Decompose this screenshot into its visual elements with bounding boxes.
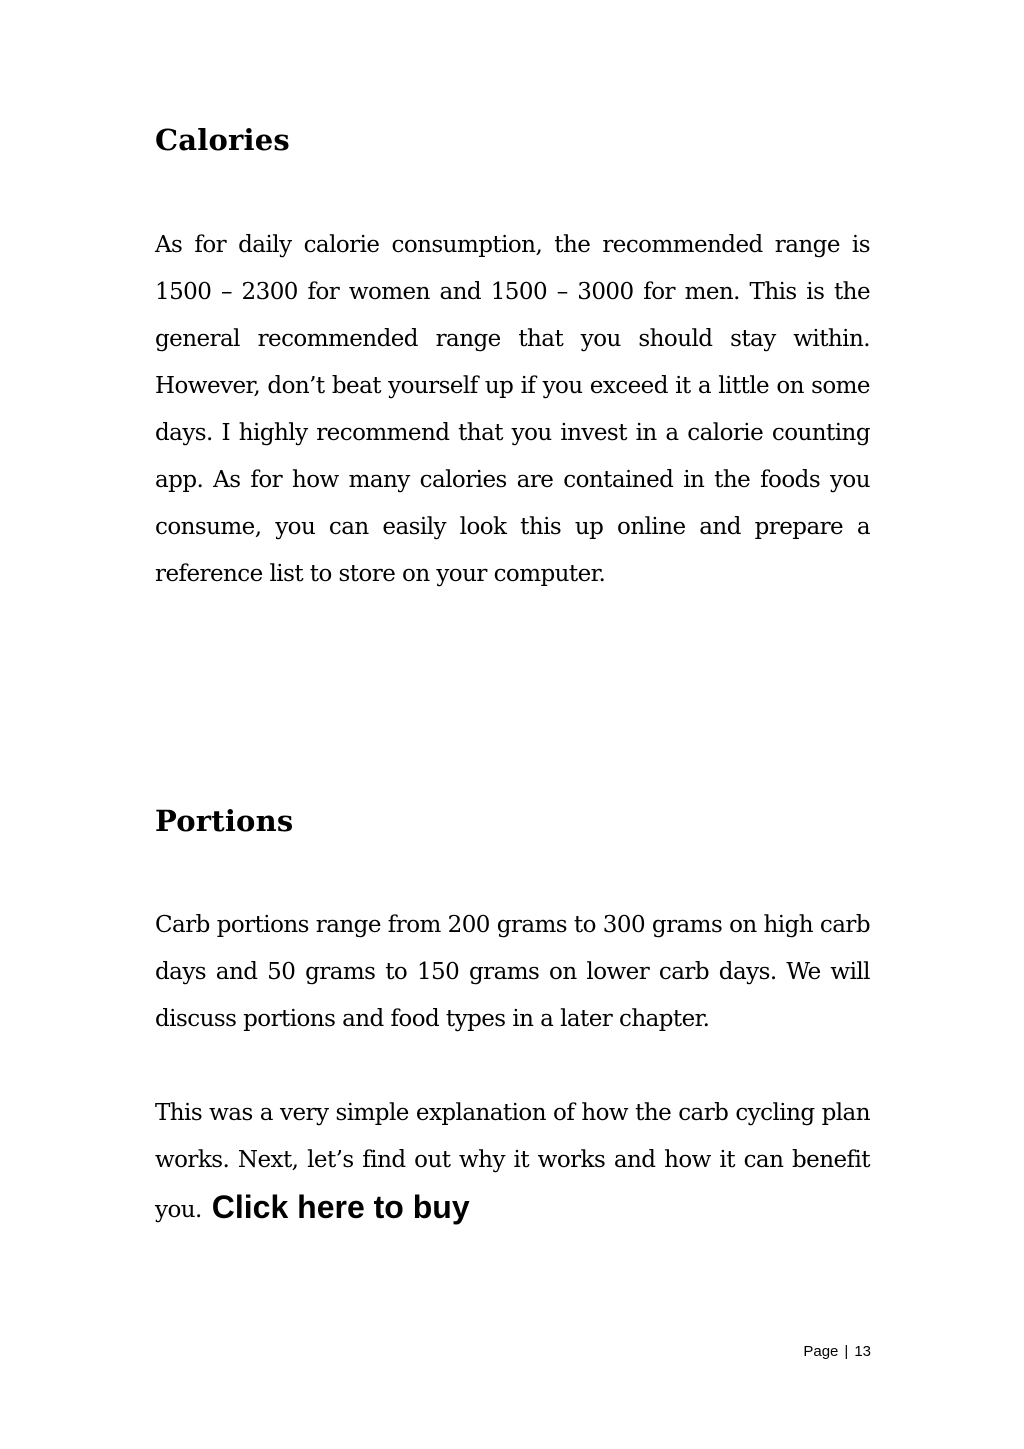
calories-heading: Calories — [155, 123, 290, 157]
explanation-text: This was a very simple explanation of how the carb cycling plan works. Next, let’s find out why it works and how it can benefit you. — [155, 1100, 870, 1223]
page-label: Page — [803, 1343, 839, 1360]
page-separator: | — [844, 1343, 849, 1360]
portions-paragraph: Carb portions range from 200 grams to 300 grams on high carb days and 50 grams to 150 grams on lower carb days. We will discuss portions and food types in a later chapter. — [155, 912, 870, 1032]
page-footer — [803, 1341, 871, 1363]
calories-paragraph: As for daily calorie consumption, the recommended range is 1500 – 2300 for women and 1500 – 3000 for men. This is the general recommended range that you should stay within. However, don’t beat yourself up if you exceed it a little on some days. I highly recommend that you invest in a calorie counting app. As for how many calories are contained in the foods you consume, you can easily look this up online and prepare a reference list to store on your computer. — [155, 232, 870, 587]
portions-heading: Portions — [155, 804, 294, 838]
page-number: 13 — [854, 1343, 871, 1360]
buy-link[interactable]: Click here to buy — [211, 1189, 470, 1225]
explanation-paragraph — [155, 1090, 870, 1234]
